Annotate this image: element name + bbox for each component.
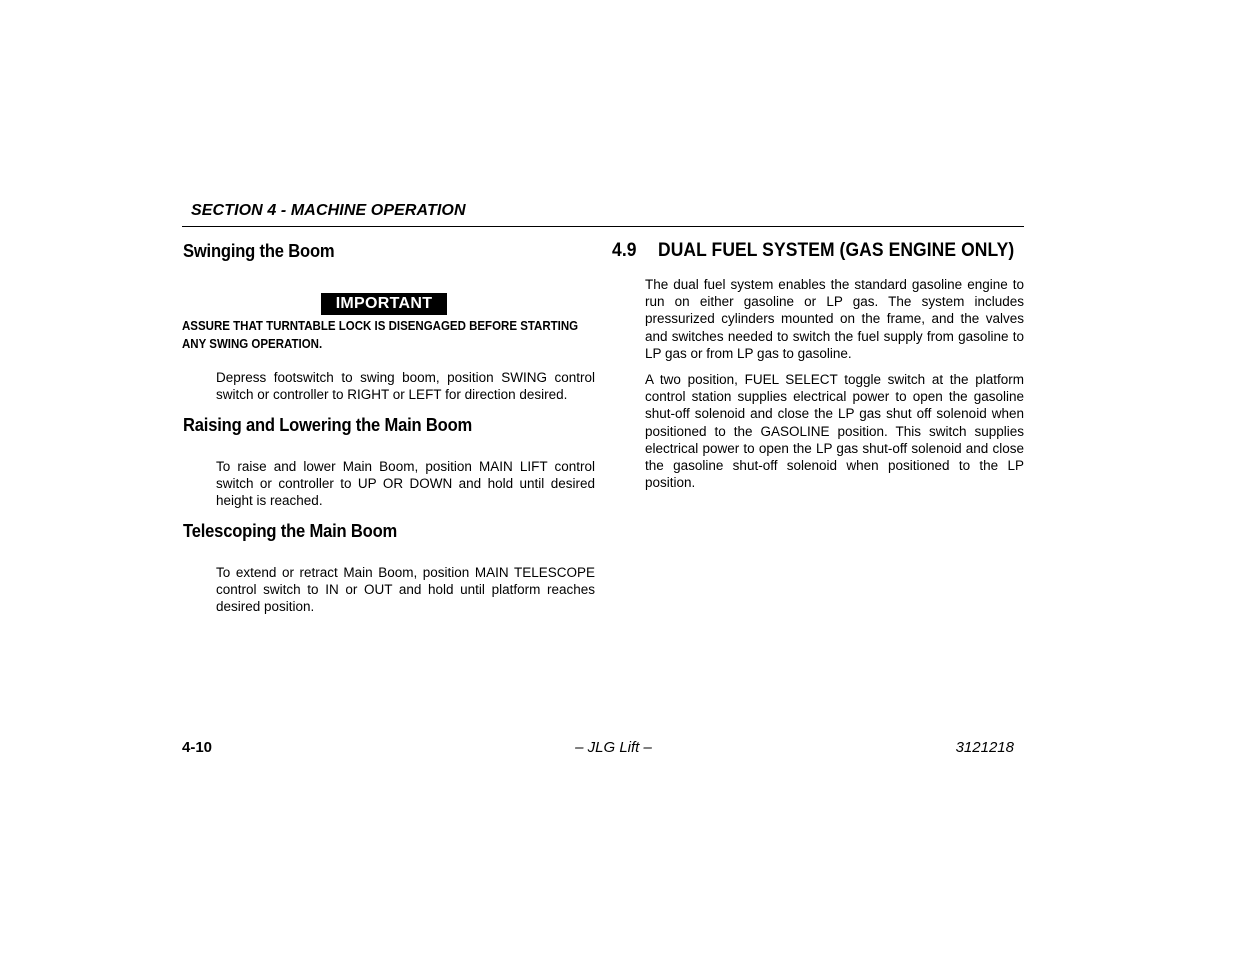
- section-heading-text: DUAL FUEL SYSTEM (GAS ENGINE ONLY): [658, 240, 1015, 261]
- footer-page-number: 4-10: [182, 739, 213, 756]
- swing-paragraph: Depress footswitch to swing boom, position SWING control switch or controller to RIGHT or LEFT for direction desired.: [216, 370, 595, 403]
- raise-lower-paragraph: To raise and lower Main Boom, position MAIN LIFT control switch or controller to UP OR DOWN and hold until desired height is reached.: [216, 459, 595, 509]
- header-rule: [182, 226, 1024, 227]
- important-badge: IMPORTANT: [321, 293, 447, 315]
- heading-raising-lowering: Raising and Lowering the Main Boom: [183, 415, 473, 435]
- dual-fuel-paragraph-2: A two position, FUEL SELECT toggle switch at the platform control station supplies electrical power to open the gasoline shut-off solenoid and close the LP gas shut off solenoid when positioned to the GASOLINE position. This switch supplies electrical power to open the LP gas shut-off solenoid and close the gasoline shut-off solenoid when positioned to the LP position.: [645, 372, 1024, 491]
- important-notice: [182, 317, 587, 353]
- telescope-paragraph: To extend or retract Main Boom, position MAIN TELESCOPE control switch to IN or OUT and hold until platform reaches desired position.: [216, 565, 595, 615]
- heading-swinging-the-boom: Swinging the Boom: [183, 241, 335, 261]
- footer-doc-number: 3121218: [955, 739, 1014, 756]
- heading-dual-fuel-system: [612, 240, 1014, 262]
- dual-fuel-paragraph-1: The dual fuel system enables the standard gasoline engine to run on either gasoline or LP gas. The system includes pressurized cylinders mounted on the frame, and the valves and switches needed to switch the fuel supply from gasoline to LP gas or from LP gas to gasoline.: [645, 277, 1024, 361]
- section-header: SECTION 4 - MACHINE OPERATION: [191, 202, 466, 219]
- footer-center: [0, 739, 1235, 756]
- important-notice-line-2: ANY SWING OPERATION.: [182, 337, 323, 351]
- section-number: 4.9: [612, 240, 637, 261]
- heading-telescoping: Telescoping the Main Boom: [183, 521, 398, 541]
- footer-center-text: – JLG Lift –: [575, 739, 652, 756]
- important-notice-line-1: ASSURE THAT TURNTABLE LOCK IS DISENGAGED BEFORE STARTING: [182, 319, 579, 333]
